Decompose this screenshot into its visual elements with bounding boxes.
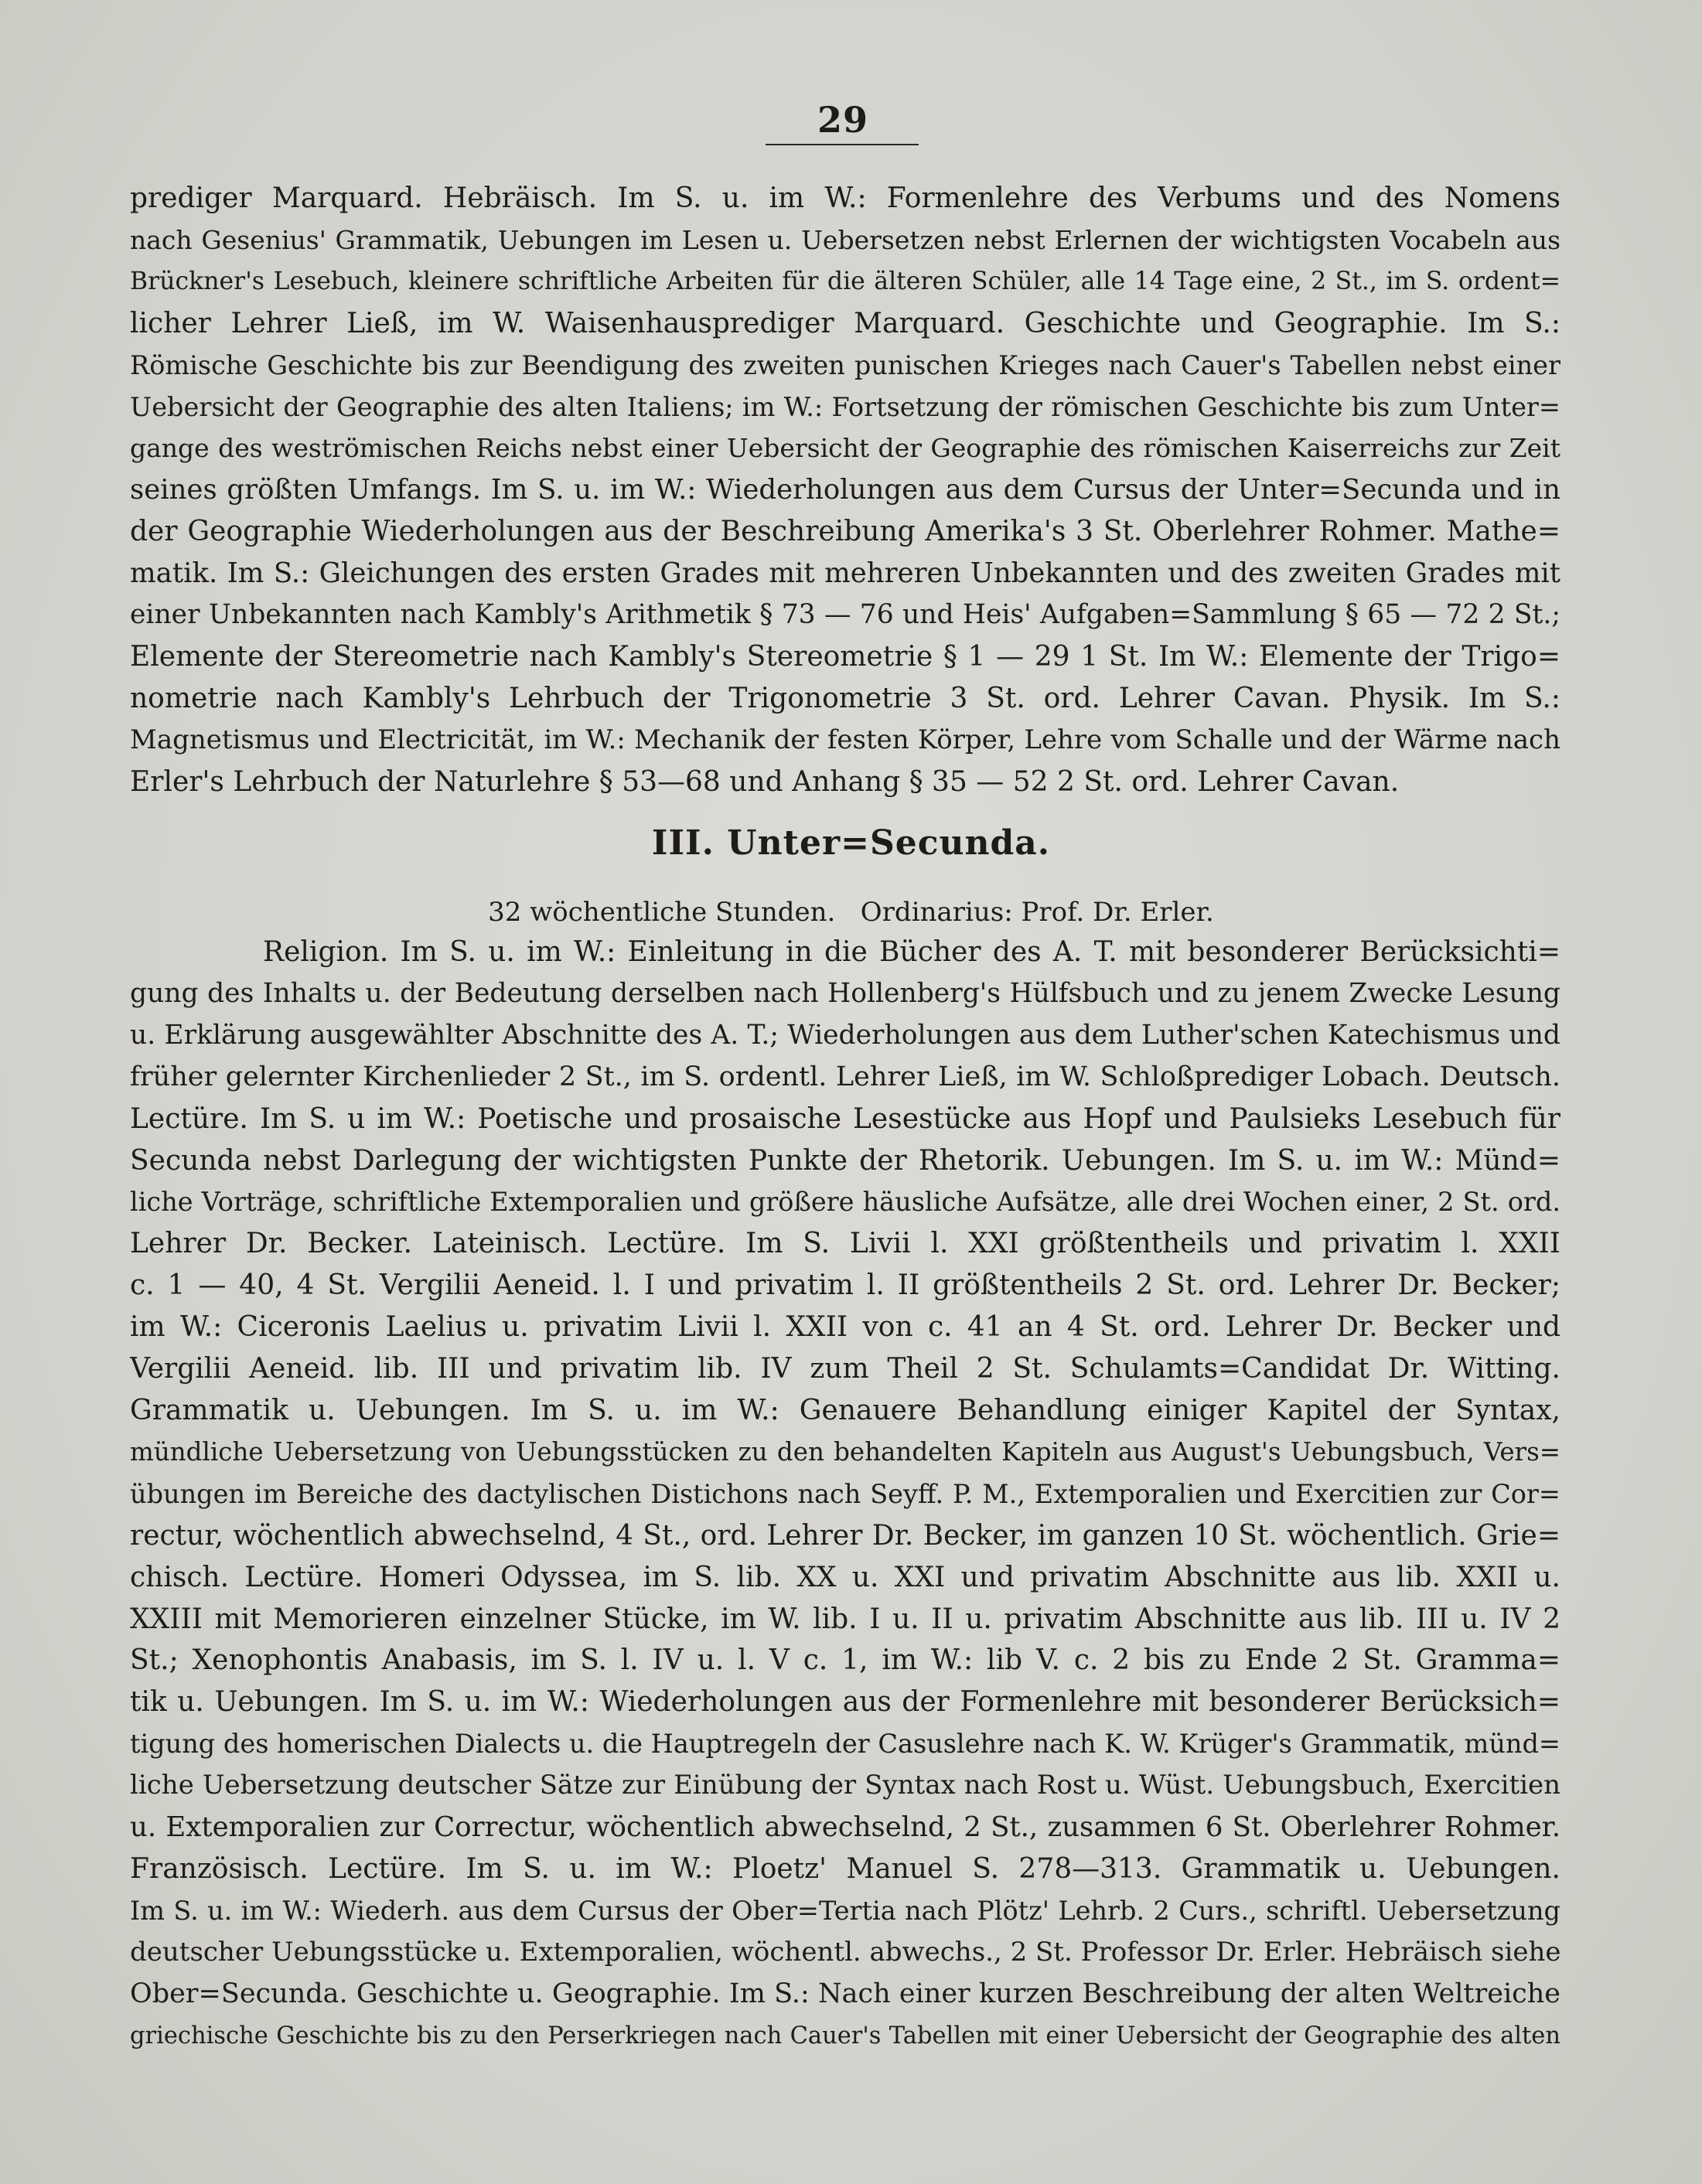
text-line: Französisch. Lectüre. Im S. u. im W.: Ploetz' Manuel S. 278—313. Grammatik u. Uebungen.: [130, 1852, 1560, 1885]
text-block-continuation: [130, 178, 1560, 803]
text-line: St.; Xenophontis Anabasis, im S. l. IV u. l. V c. 1, im W.: lib V. c. 2 bis zu Ende 2 St. Gramma=: [130, 1644, 1560, 1677]
text-line: c. 1 — 40, 4 St. Vergilii Aeneid. l. I und privatim l. II größtentheils 2 St. ord. Lehrer Dr. Becker;: [130, 1269, 1560, 1302]
text-line: rectur, wöchentlich abwechselnd, 4 St., ord. Lehrer Dr. Becker, im ganzen 10 St. wöchentlich. Grie=: [130, 1519, 1560, 1552]
text-line: Religion. Im S. u. im W.: Einleitung in die Bücher des A. T. mit besonderer Berücksichti=: [263, 936, 1560, 968]
ordinarius-name: Prof. Dr. Erler.: [1021, 897, 1214, 928]
text-line: früher gelernter Kirchenlieder 2 St., im S. ordentl. Lehrer Ließ, im W. Schloßprediger Lobach. Deutsch.: [130, 1061, 1560, 1092]
text-line: tigung des homerischen Dialects u. die Hauptregeln der Casuslehre nach K. W. Krüger's Grammatik, münd=: [130, 1729, 1560, 1760]
text-line: licher Lehrer Ließ, im W. Waisenhausprediger Marquard. Geschichte und Geographie. Im S.:: [130, 307, 1560, 339]
text-line: Vergilii Aeneid. lib. III und privatim lib. IV zum Theil 2 St. Schulamts=Candidat Dr. Witting.: [130, 1353, 1560, 1385]
text-line: Ober=Secunda. Geschichte u. Geographie. Im S.: Nach einer kurzen Beschreibung der alten Weltreiche: [130, 1978, 1560, 2009]
text-line: liche Vorträge, schriftliche Extemporalien und größere häusliche Aufsätze, alle drei Wochen einer, 2 St. ord.: [130, 1187, 1560, 1218]
text-line: prediger Marquard. Hebräisch. Im S. u. im W.: Formenlehre des Verbums und des Nomens: [130, 182, 1560, 214]
text-line: tik u. Uebungen. Im S. u. im W.: Wiederholungen aus der Formenlehre mit besonderer Berücksich=: [130, 1686, 1560, 1719]
text-line: nometrie nach Kambly's Lehrbuch der Trigonometrie 3 St. ord. Lehrer Cavan. Physik. Im S.:: [130, 682, 1560, 714]
text-line: matik. Im S.: Gleichungen des ersten Grades mit mehreren Unbekannten und des zweiten Grades mit: [130, 557, 1560, 590]
section-subheading: [0, 897, 1702, 928]
text-line: deutscher Uebungsstücke u. Extemporalien, wöchentl. abwechs., 2 St. Professor Dr. Erler. Hebräisch siehe: [130, 1936, 1560, 1968]
text-line: Erler's Lehrbuch der Naturlehre § 53—68 und Anhang § 35 — 52 2 St. ord. Lehrer Cavan.: [130, 765, 1400, 798]
text-line: Secunda nebst Darlegung der wichtigsten Punkte der Rhetorik. Uebungen. Im S. u. im W.: Münd=: [130, 1144, 1560, 1177]
text-line: Uebersicht der Geographie des alten Italiens; im W.: Fortsetzung der römischen Geschichte bis zum Unter=: [130, 391, 1560, 422]
text-line: im W.: Ciceronis Laelius u. privatim Livii l. XXII von c. 41 an 4 St. ord. Lehrer Dr. Becker und: [130, 1311, 1560, 1344]
text-line: chisch. Lectüre. Homeri Odyssea, im S. lib. XX u. XXI und privatim Abschnitte aus lib. XXII u.: [130, 1561, 1560, 1593]
text-line: griechische Geschichte bis zu den Perserkriegen nach Cauer's Tabellen mit einer Uebersicht der Geographie des alten: [130, 2022, 1560, 2049]
text-line: Brückner's Lesebuch, kleinere schriftliche Arbeiten für die älteren Schüler, alle 14 Tage eine, 2 St., im S. ordent=: [130, 267, 1560, 295]
text-line: übungen im Bereiche des dactylischen Distichons nach Seyff. P. M., Extemporalien und Exercitien zur Cor=: [130, 1478, 1560, 1509]
section-heading: III. Unter=Secunda.: [651, 823, 1051, 863]
text-line: seines größten Umfangs. Im S. u. im W.: Wiederholungen aus dem Cursus der Unter=Secunda und in: [130, 474, 1560, 506]
text-line: Römische Geschichte bis zur Beendigung des zweiten punischen Krieges nach Cauer's Tabellen nebst einer: [130, 349, 1560, 380]
weekly-hours: 32 wöchentliche Stunden.: [488, 897, 836, 928]
text-line: Elemente der Stereometrie nach Kambly's Stereometrie § 1 — 29 1 St. Im W.: Elemente der Trigo=: [130, 640, 1560, 673]
text-line: u. Extemporalien zur Correctur, wöchentlich abwechselnd, 2 St., zusammen 6 St. Oberlehrer Rohmer.: [130, 1811, 1560, 1844]
text-line: nach Gesenius' Grammatik, Uebungen im Lesen u. Uebersetzen nebst Erlernen der wichtigsten Vocabeln aus: [130, 224, 1560, 255]
text-line: Lehrer Dr. Becker. Lateinisch. Lectüre. Im S. Livii l. XXI größtentheils und privatim l. XXII: [130, 1228, 1560, 1260]
text-line: XXIII mit Memorieren einzelner Stücke, im W. lib. I u. II u. privatim Abschnitte aus lib. III u. IV 2: [130, 1603, 1560, 1635]
text-line: gung des Inhalts u. der Bedeutung derselben nach Hollenberg's Hülfsbuch und zu jenem Zwecke Lesung: [130, 977, 1560, 1009]
text-line: Im S. u. im W.: Wiederh. aus dem Cursus der Ober=Tertia nach Plötz' Lehrb. 2 Curs., schriftl. Uebersetzung: [130, 1895, 1560, 1926]
text-block-unter-secunda: [130, 932, 1560, 2056]
text-line: Magnetismus und Electricität, im W.: Mechanik der festen Körper, Lehre vom Schalle und der Wärme nach: [130, 724, 1560, 755]
text-line: der Geographie Wiederholungen aus der Beschreibung Amerika's 3 St. Oberlehrer Rohmer. Mathe=: [130, 516, 1560, 548]
header-rule: [766, 144, 919, 145]
text-line: gange des weströmischen Reichs nebst einer Uebersicht der Geographie des römischen Kaiserreichs zur Zeit: [130, 433, 1560, 464]
text-line: Lectüre. Im S. u im W.: Poetische und prosaische Lesestücke aus Hopf und Paulsieks Lesebuch für: [130, 1102, 1560, 1135]
text-line: mündliche Uebersetzung von Uebungsstücken zu den behandelten Kapiteln aus August's Uebungsbuch, Vers=: [130, 1436, 1560, 1467]
text-line: Grammatik u. Uebungen. Im S. u. im W.: Genauere Behandlung einiger Kapitel der Syntax,: [130, 1394, 1560, 1426]
text-line: u. Erklärung ausgewählter Abschnitte des A. T.; Wiederholungen aus dem Luther'schen Katechismus und: [130, 1019, 1560, 1051]
text-line: liche Uebersetzung deutscher Sätze zur Einübung der Syntax nach Rost u. Wüst. Uebungsbuch, Exercitien: [130, 1770, 1560, 1801]
ordinarius-label: Ordinarius:: [860, 897, 1013, 928]
text-line: einer Unbekannten nach Kambly's Arithmetik § 73 — 76 und Heis' Aufgaben=Sammlung § 65 — 72 2 St.;: [130, 599, 1560, 631]
page-number: 29: [817, 99, 868, 141]
